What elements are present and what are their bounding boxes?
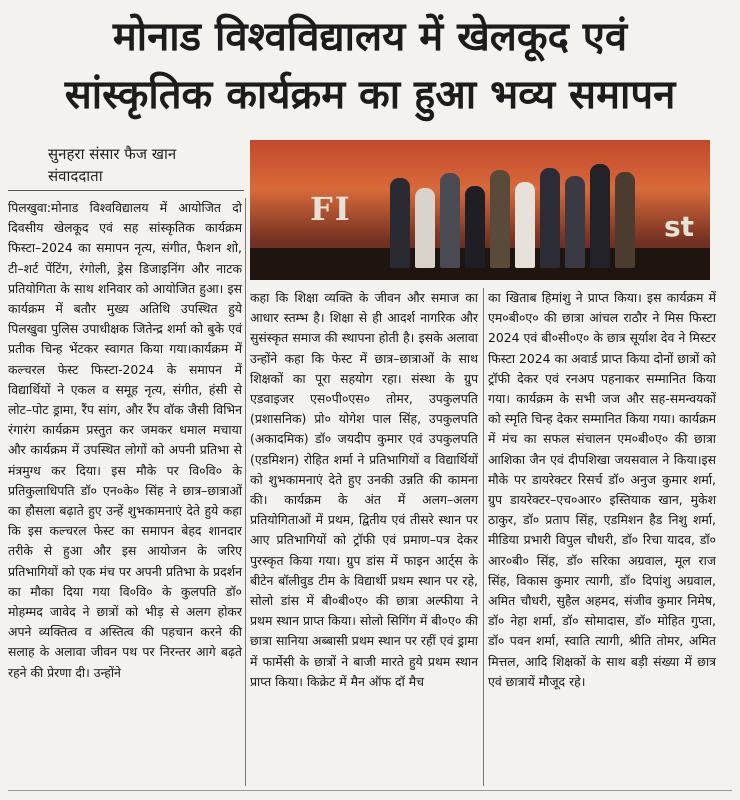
headline — [0, 8, 740, 124]
photo-person — [540, 168, 560, 268]
column-3-text: का खिताब हिमांशु ने प्राप्त किया। इस कार्यक्रम में एम०बी०ए० की छात्रा आंचल राठौर ने मिस फिस्टा 2024 एवं बी०सी०ए० के छात्र सूर्याश देव ने मिस्टर फिस्टा 2024 का अवार्ड प्राप्त किया दोनों छात्रों को ट्रॉफी देकर एवं रनअप पहनाकर सम्मानित किया गया। कार्यक्रम के सभी जज और सह-समन्वयकों को स्मृति चिन्ह देकर सम्मानित किया गया। कार्यक्रम में मंच का सफल संचालन एम०बी०ए० की छात्रा आशिका जैन एवं दीपशिखा जयसवाल ने किया।इस मौके पर डायरेक्टर रिसर्च डॉ० अनुज कुमार शर्मा, ग्रुप डायरेक्टर–एच०आर० इस्तियाक खान, मुकेश ठाकुर, डॉ० प्रताप सिंह, एडमिशन हैड निशु शर्मा, मीडिया प्रभारी विपुल चौधरी, डॉ० रिचा यादव, डॉ० आर०बी० सिंह, डॉ० सरिका अग्रवाल, मूल राज सिंह, विकास कुमार त्यागी, डॉ० दिपांशु अग्रवाल, अमित चौधरी, सुहैल अहमद, संजीव कुमार निमेष, डॉ० नेहा शर्मा, डॉ० सोमादास, डॉ० मोहित गुप्ता, डॉ० पवन शर्मा, स्वाति त्यागी, श्रीति तोमर, अमित मित्तल, आदि शिक्षकों के साथ बड़ी संख्या में छात्र एवं छात्रायें मौजूद रहे। — [488, 290, 716, 689]
photo-banner-text-left: FI — [310, 190, 352, 228]
byline-role: संवाददाता — [48, 167, 103, 185]
photo-banner-text-right: st — [663, 210, 694, 243]
photo-person — [440, 173, 460, 268]
byline — [48, 143, 248, 187]
article-column-2 — [250, 288, 478, 692]
photo-person — [615, 172, 635, 268]
byline-name: सुनहरा संसार फैज खान — [48, 145, 177, 163]
column-1-text: पिलखुवा:मोनाड विश्वविद्यालय में आयोजित दो दिवसीय खेलकूद एवं सह सांस्कृतिक कार्यक्रम फिस्टा–2024 का समापन नृत्य, संगीत, फैशन शो, टी–शर्ट पेंटिंग, रंगोली, ड्रेस डिजाइनिंग और नाटक प्रतियोगिता के साथ शनिवार को आयोजित हुआ। इस कार्यक्रम में बतौर मुख्य अतिथि उपस्थित हुये पिलखुवा पुलिस उपाधीक्षक जितेन्द्र शर्मा को बुके एवं प्रतीक चिन्ह भेंटकर स्वागत किया गया।कार्यक्रम में कल्चरल फेस्ट फिस्टा-2024 के समापन में विद्यार्थियों ने एकल व समूह नृत्य, संगीत, हंसी से लोट–पोट ड्रामा, रैंप सांग, और रैंप वॉक जैसी विभिन रंगारंग कार्यक्रम प्रस्तुत कर जमकर धमाल मचाया और कार्यक्रम में उपस्थित लोगों को अपनी प्रतिभा से मंत्रमुग्ध कर दिया। इस मौके पर वि०वि० के प्रतिकुलाधिपति डॉ० एन०के० सिंह ने छात्र–छात्राओं का हौसला बढ़ाते हुए उन्हें शुभकामनाएं देते हुये कहा कि इस कल्चरल फेस्ट का समापन बेहद शानदार तरीके से हुआ और इस आयोजन के जरिए प्रतिभागियों को एक मंच पर अपनी प्रतिभा के प्रदर्शन का मौका दिया गया वि०वि० के कुलपति डॉ० मोहम्मद जावेद ने छात्रों को भीड़ से अलग होकर अपने व्यक्तित्व व अस्तित्व की पहचान करने की सलाह के अलावा जीवन पथ पर निरन्तर आगे बढ़ते रहने की प्रेरणा दी। उन्होंने — [8, 200, 242, 680]
column-divider — [245, 198, 246, 786]
column-2-text: कहा कि शिक्षा व्यक्ति के जीवन और समाज का आधार स्तम्भ है। शिक्षा से ही आदर्श नागरिक और सुसंस्कृत समाज की स्थापना होती है। इसके अलावा उन्होंने कहा कि फेस्ट में छात्र–छात्राओं के साथ शिक्षकों का पूरा सहयोग रहा। संस्था के ग्रुप एडवाइजर एस०पी०एस० तोमर, उपकुलपति (प्रशासनिक) प्रो० योगेश पाल सिंह, उपकुलपति (अकादमिक) डॉ० जयदीप कुमार एवं उपकुलपति (एडमिशन) रोहित शर्मा ने प्रतिभागियों व विद्यार्थियों को शुभकामनाएं देते हुए उनकी उन्नति की कामना की। कार्यक्रम के अंत में अलग–अलग प्रतियोगिताओं में प्रथम, द्वितीय एवं तीसरे स्थान पर आए प्रतिभागियों को ट्रॉफी एवं प्रमाण–पत्र देकर पुरस्कृत किया गया। ग्रुप डांस में फाइन आर्ट्स के बीटेन बॉलीवुड टीम के विद्यार्थी प्रथम स्थान पर रहे, सोलो डांस में बी०बी०ए० की छात्रा अल्फीया ने प्रथम स्थान प्राप्त किया। सोलो सिगिंग में बी०ए० की छात्रा सानिया अब्बासी प्रथम स्थान पर रहीं एवं ड्रामा में फार्मेसी के छात्रों ने बाजी मारते हुये प्रथम स्थान प्राप्त किया। किक्रेट में मैन ऑफ दॉ मैच — [250, 290, 478, 689]
photo-person — [590, 164, 610, 268]
photo-person — [515, 182, 535, 268]
photo-person — [490, 170, 510, 268]
photo-person — [565, 176, 585, 268]
photo-person — [415, 188, 435, 268]
article-column-3 — [488, 288, 716, 692]
article-column-1 — [8, 198, 242, 683]
headline-line-1: मोनाड विश्वविद्यालय में खेलकूद एवं — [112, 14, 628, 60]
event-photo — [250, 140, 710, 280]
photo-person — [390, 178, 410, 268]
headline-line-2: सांस्कृतिक कार्यक्रम का हुआ भव्य समापन — [64, 72, 676, 118]
bottom-divider — [8, 790, 732, 791]
byline-divider — [8, 190, 244, 191]
photo-person — [465, 186, 485, 268]
column-divider — [483, 288, 484, 786]
